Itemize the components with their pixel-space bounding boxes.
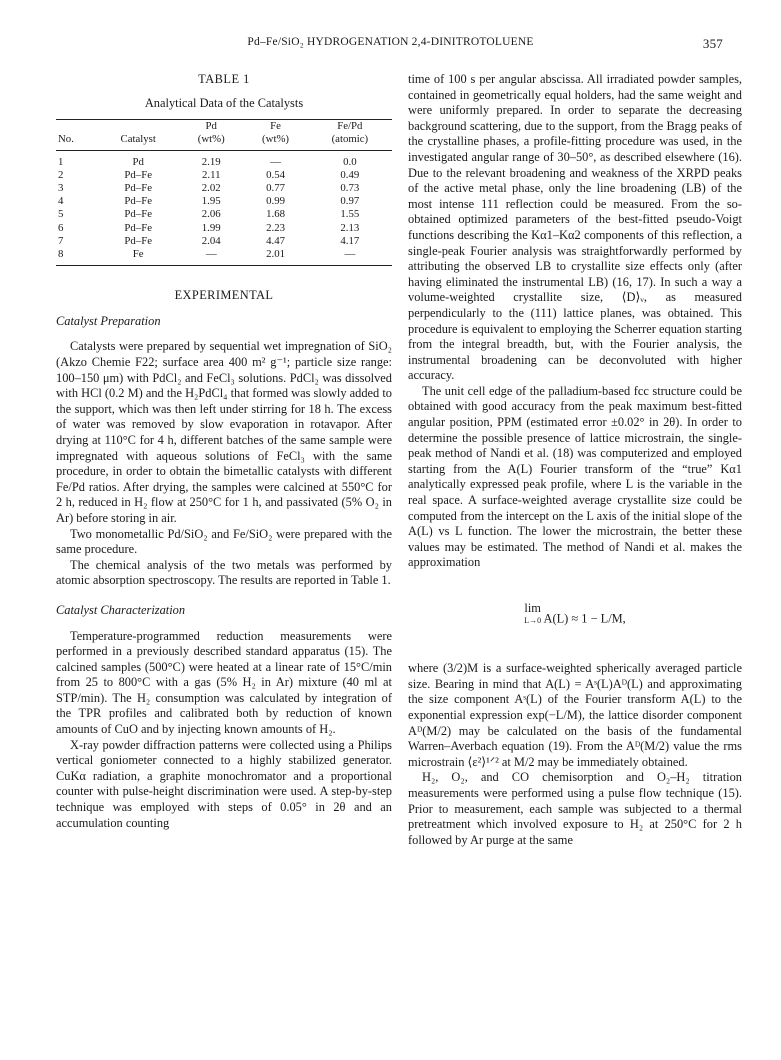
table-cell: 0.0 — [343, 155, 357, 168]
table-cell: 2.01 — [243, 248, 307, 266]
table-cell: Pd–Fe — [124, 234, 152, 247]
table-cell: 0.97 — [340, 195, 360, 208]
table-cell: 1.95 — [201, 195, 221, 208]
table-cell: 4 — [58, 195, 64, 208]
limit-operator — [524, 601, 541, 625]
table-header-cell: (atomic) — [308, 133, 392, 150]
table-header-cell: Pd — [179, 120, 243, 134]
table-cell: 2.23 — [266, 221, 285, 234]
limit-equation — [408, 601, 742, 627]
table-header-row-units-bottom — [56, 133, 392, 150]
table-row — [56, 248, 392, 266]
table-header-cell: Catalyst — [97, 133, 179, 150]
running-title: Pd–Fe/SiO₂ HYDROGENATION 2,4-DINITROTOLUENE — [247, 36, 534, 48]
table-row — [56, 222, 392, 235]
subheading-catalyst-preparation: Catalyst Preparation — [56, 313, 161, 328]
table-cell: 3 — [58, 182, 64, 194]
table-row — [56, 169, 392, 182]
table-label: TABLE 1 — [198, 72, 250, 86]
table-cell: 0.54 — [266, 168, 285, 181]
table-header-cell: Fe — [243, 120, 307, 134]
table-header-cell: (wt%) — [179, 133, 243, 150]
table-header-cell: (wt%) — [243, 133, 307, 150]
table-cell: 0.99 — [266, 195, 285, 208]
table-cell: 1.68 — [266, 208, 285, 221]
table-cell: 5 — [58, 208, 64, 221]
table-header-cell: No. — [56, 133, 97, 150]
limit-word: lim — [524, 601, 541, 615]
table-cell: Pd–Fe — [124, 195, 152, 208]
running-header — [0, 36, 781, 56]
table-cell: Pd — [132, 155, 144, 168]
table-cell: 2.04 — [201, 234, 221, 247]
table-cell: 1 — [58, 155, 64, 168]
subheading-catalyst-characterization: Catalyst Characterization — [56, 602, 186, 617]
table-cell: Fe — [97, 248, 179, 266]
table-cell: 2.06 — [201, 208, 221, 221]
paragraph: Temperature-programmed reduction measurements were performed in a previously described standard apparatus (15). The calcined samples (500°C) were heated at a linear rate of 15°C/min from 25 to 800°C with a gas (5% H₂ in Ar) mixture (40 ml at STP/min). The H₂ consumption was calculated by integration of the TPR profiles and calibrated both by reduction of known amounts of CuO and by injecting known amounts of H₂. — [56, 628, 392, 737]
table-cell: 0.49 — [340, 168, 360, 181]
table-cell: — — [308, 248, 392, 266]
paragraph: The unit cell edge of the palladium-based fcc structure could be obtained with good accuracy from the peak maximum best-fitted angular position, PPM (estimated error ±0.02° in 2θ). In order to determine the possible presence of lattice microstrain, the single-peak method of Nandi et al. (18) was computerized and employed starting from the A(L) Fourier transform of the “true” Kα1 analytically expressed peak profile, where L is the variable in the real space. A surface-weighted average crystallite size could be computed from the intercept on the L axis of the initial slope of the A(L) vs L function. The lower the microstrain, the better these values may be estimated. The method of Nandi et al. makes the approximation — [408, 383, 742, 570]
paragraph: H₂, O₂, and CO chemisorption and O₂–H₂ titration measurements were performed using a pulse flow technique (15). Prior to measurement, each sample was subjected to a thermal pretreatment which involved exposure to H₂ at 250°C for 2 h followed by Ar purge at the same — [408, 770, 742, 847]
paragraph: where (3/2)M is a surface-weighted spherically averaged particle size. Bearing in mind that A(L) = Aˢ(L)Aᴰ(L) and approximating the size component Aˢ(L) of the Fourier transform A(L) to the exponential expression exp(−L/M), the lattice disorder component Aᴰ(M/2) may be calculated on the basis of the fundamental Warren–Averbach equation (19). From the Aᴰ(M/2) value the rms microstrain ⟨ε²⟩¹ᐟ² at M/2 may be immediately obtained. — [408, 661, 742, 769]
table-cell: — — [270, 155, 281, 168]
paragraph: Catalysts were prepared by sequential wet impregnation of SiO₂ (Akzo Chemie F22; surface area 400 m² g⁻¹; particle size range: 100–150 μm) with PdCl₂ and FeCl₃ solutions. PdCl₂ was dissolved with HCl (0.2 M) and the H₂PdCl₄ that formed was slowly added to the support, which was then left under stirring for 18 h. The excess of water was removed by slow evaporation in rotavapor. After drying at 110°C for 4 h, different batches of the same sample were impregnated with aqueous solutions of FeCl₃ with the same procedure, in order to obtain the bimetallic catalysts with different Fe/Pd ratios. After drying, the samples were calcined at 550°C for 2 h, reduced in H₂ flow at 250°C for 1 h, and passivated (5% O₂ in Ar) before storing in air. — [56, 339, 392, 525]
table-row — [56, 150, 392, 169]
table-cell: 2 — [58, 168, 64, 181]
table-cell: 4.17 — [340, 234, 360, 247]
table-cell: 1.99 — [201, 221, 221, 234]
table-cell: 2.11 — [201, 168, 221, 181]
table-cell: 2.19 — [201, 155, 221, 168]
table-cell: Pd–Fe — [124, 168, 152, 181]
paragraph: X-ray powder diffraction patterns were collected using a Philips vertical goniometer connected to a highly stabilized generator. CuKα radiation, a graphite monochromator and a proportional counter with pulse-height discrimination were used. A step-by-step technique was employed with steps of 0.05° in 2θ and an accumulation counting — [56, 737, 392, 830]
page-number: 357 — [702, 36, 723, 51]
table-row — [56, 235, 392, 248]
table-cell: 1.55 — [340, 208, 360, 221]
table-row — [56, 182, 392, 195]
paragraph: Two monometallic Pd/SiO₂ and Fe/SiO₂ were prepared with the same procedure. — [56, 526, 392, 557]
paragraph: time of 100 s per angular abscissa. All irradiated powder samples, contained in geometrically equal holders, had the same weight and were uniformly prepared. In order to separate the decreasing background scattering, due to the support, from the Bragg peaks of the crystalline phases, a profile-fitting procedure was used, in the investigated angular range of 30–50°, as described elsewhere (16). Due to the relevant broadening and weakness of the XRPD peaks of the active metal phase, only the line broadening (LB) of the most intense 111 reflection could be measured. From the so-obtained optimized parameters of the best-fitted pseudo-Voigt functions describing the Kα1–Kα2 components of this reflection, a single-peak Fourier analysis was straightforwardly performed by attributing the observed LB to crystallite size effects only (after having eliminated the instrumental LB) (16, 17). In such a way a volume-weighted crystallite size, ⟨D⟩ᵥ, as measured perpendicularly to the (111) lattice planes, was obtained. This procedure is equivalent to employing the Scherrer equation starting from the integral breadth, but, with the Fourier analysis, the instrumental broadening can be deconvoluted with higher accuracy. — [408, 72, 742, 383]
table-cell: 6 — [58, 221, 64, 234]
table-header-cell — [56, 120, 97, 134]
table-cell: 4.47 — [266, 234, 285, 247]
table-cell: 7 — [58, 234, 64, 247]
left-column — [56, 72, 392, 831]
table-cell: Pd–Fe — [124, 221, 152, 234]
table-row — [56, 208, 392, 221]
section-heading-experimental: EXPERIMENTAL — [174, 288, 274, 303]
table-caption: Analytical Data of the Catalysts — [144, 95, 304, 110]
table-cell: Pd–Fe — [124, 182, 152, 194]
table-cell: 0.77 — [266, 182, 285, 194]
paragraph: The chemical analysis of the two metals was performed by atomic absorption spectroscopy. The results are reported in Table 1. — [56, 557, 392, 588]
table-header-cell — [97, 120, 179, 134]
table-cell: 2.02 — [201, 182, 221, 194]
table-cell: 8 — [56, 248, 97, 266]
table-cell: Pd–Fe — [124, 208, 152, 221]
table-header-cell: Fe/Pd — [308, 120, 392, 134]
table-cell: — — [179, 248, 243, 266]
table-cell: 0.73 — [340, 182, 360, 194]
table-row — [56, 195, 392, 208]
catalyst-data-table — [56, 119, 392, 266]
equation-body: A(L) ≈ 1 − L/M, — [541, 611, 626, 626]
limit-subscript: L→0 — [524, 615, 542, 625]
table-cell: 2.13 — [340, 221, 360, 234]
right-column — [408, 72, 742, 848]
table-header-row-units-top — [56, 120, 392, 134]
